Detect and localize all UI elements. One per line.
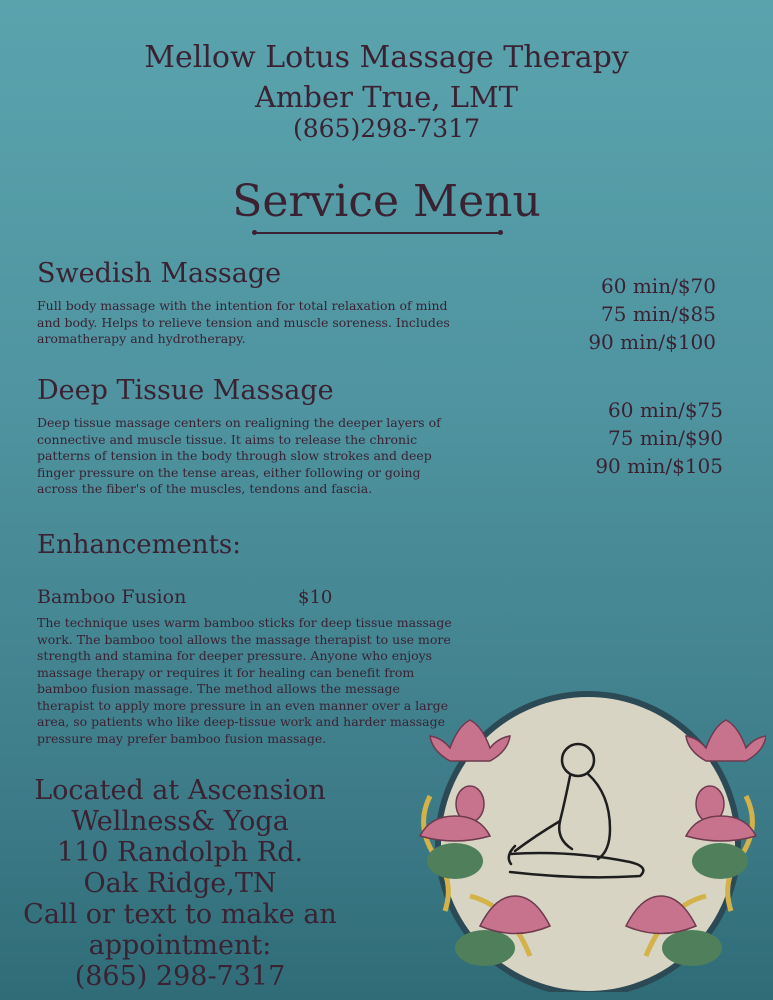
location-line: (865) 298-7317: [74, 961, 286, 992]
service-description-deep-tissue: Deep tissue massage centers on realigning the deeper layers of connective and muscle tissue. It aims to release the chronic patterns of tension in the body through slow strokes and deep finger pressure on the tense areas, either following or going across the fiber's of the muscles, tendons and fascia.: [37, 415, 441, 496]
enhancement-price: $10: [298, 587, 333, 608]
location-line: Call or text to make an: [23, 899, 337, 930]
price-item: 60 min/$75: [608, 398, 723, 422]
enhancement-description: The technique uses warm bamboo sticks for deep tissue massage work. The bamboo tool allows the massage therapist to use more strength and stamina for deeper pressure. Anyone who enjoys massage therapy or requires it for healing can benefit from bamboo fusion massage. The method allows the message therapist to apply more pressure in an even manner over a large area, so patients who like deep-tissue work and harder massage pressure may prefer bamboo fusion massage.: [37, 615, 452, 746]
location-line: Oak Ridge,TN: [83, 868, 277, 899]
location-line: Located at Ascension: [34, 775, 326, 806]
business-name: Mellow Lotus Massage Therapy: [144, 40, 629, 75]
massage-lotus-emblem-icon: [410, 686, 766, 992]
service-description-swedish: Full body massage with the intention for total relaxation of mind and body. Helps to relieve tension and muscle soreness. Includes aromatherapy and hydrotherapy.: [37, 298, 450, 346]
price-item: 60 min/$70: [601, 274, 716, 298]
header-phone: (865)298-7317: [292, 114, 480, 143]
location-line: appointment:: [88, 930, 272, 961]
title-divider: [255, 232, 500, 234]
price-item: 75 min/$90: [608, 426, 723, 450]
therapist-name: Amber True, LMT: [254, 80, 519, 114]
price-item: 90 min/$100: [588, 330, 716, 354]
price-item: 75 min/$85: [601, 302, 716, 326]
service-title-deep-tissue: Deep Tissue Massage: [37, 375, 334, 406]
page-title: Service Menu: [232, 176, 541, 227]
price-list-deep-tissue: [560, 396, 723, 480]
price-list-swedish: [560, 272, 716, 356]
location-line: Wellness& Yoga: [71, 806, 289, 837]
price-item: 90 min/$105: [595, 454, 723, 478]
service-title-swedish: Swedish Massage: [37, 258, 282, 289]
enhancement-name: Bamboo Fusion: [37, 586, 187, 608]
enhancements-title: Enhancements:: [37, 530, 242, 560]
location-block: [20, 775, 340, 992]
location-line: 110 Randolph Rd.: [56, 837, 304, 868]
